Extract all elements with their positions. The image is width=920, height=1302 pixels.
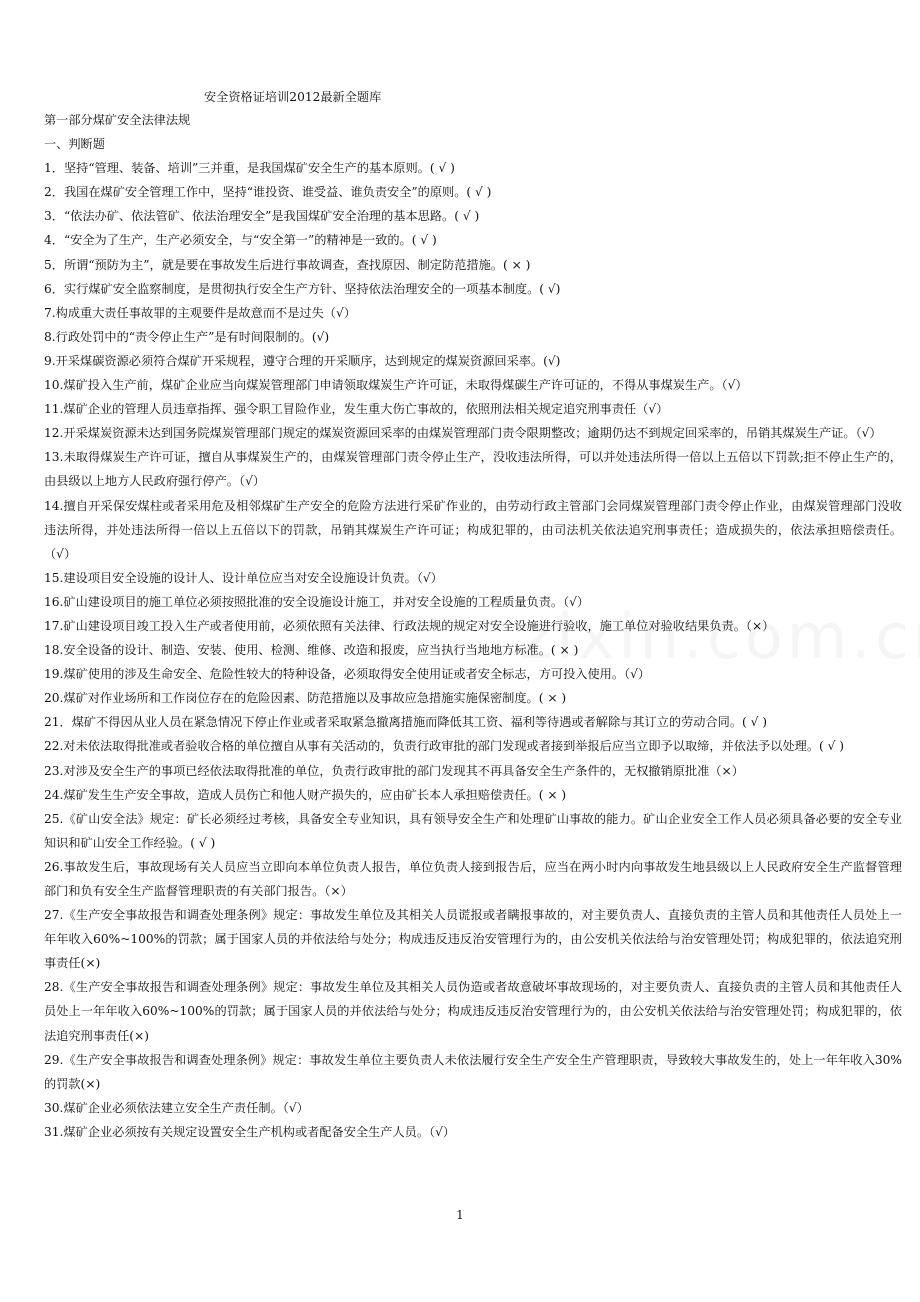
question-list xyxy=(44,156,902,1144)
question-item: 15.建设项目安全设施的设计人、设计单位应当对安全设施设计负责。（√） xyxy=(44,570,443,585)
question-item: 22.对未依法取得批准或者验收合格的单位擅自从事有关活动的，负责行政审批的部门发现或者接到举报后应当立即予以取缔，并依法予以处理。( √ ) xyxy=(44,739,845,754)
question-item: 24.煤矿发生生产安全事故，造成人员伤亡和他人财产损失的，应由矿长本人承担赔偿责任。( × ) xyxy=(44,787,567,802)
question-item: 12.开采煤炭资源未达到国务院煤炭管理部门规定的煤炭资源回采率的由煤炭管理部门责令限期整改；逾期仍达不到规定回采率的，吊销其煤炭生产证。（√） xyxy=(44,426,882,441)
question-item: 21．煤矿不得因从业人员在紧急情况下停止作业或者采取紧急撤离措施而降低其工资、福利等待遇或者解除与其订立的劳动合同。( √ ) xyxy=(44,715,768,730)
question-item: 20.煤矿对作业场所和工作岗位存在的危险因素、防范措施以及事故应急措施实施保密制度。( × ) xyxy=(44,691,567,706)
question-item: 6．实行煤矿安全监察制度，是贯彻执行安全生产方针、坚持依法治理安全的一项基本制度。( √) xyxy=(44,281,561,296)
question-item: 17.矿山建设项目竣工投入生产或者使用前，必须依照有关法律、行政法规的规定对安全设施进行验收，施工单位对验收结果负责。（×） xyxy=(44,618,775,633)
question-item: 14.擅自开采保安煤柱或者采用危及相邻煤矿生产安全的危险方法进行采矿作业的，由劳动行政主管部门会同煤炭管理部门责令停止作业，由煤炭管理部门没收违法所得，并处违法所得一倍以上五倍以下的罚款，吊销其煤炭生产许可证；构成犯罪的，由司法机关依法追究刑事责任；造成损失的，依法承担赔偿责任。（√） xyxy=(44,498,902,561)
question-item: 19.煤矿使用的涉及生命安全、危险性较大的特种设备，必须取得安全使用证或者安全标志，方可投入使用。（√） xyxy=(44,667,651,682)
document-title: 安全资格证培训2012最新全题库 xyxy=(204,90,382,104)
question-item: 16.矿山建设项目的施工单位必须按照批准的安全设施设计施工，并对安全设施的工程质量负责。（√） xyxy=(44,594,590,609)
question-item: 1．坚持“管理、装备、培训”三并重，是我国煤矿安全生产的基本原则。( √ ) xyxy=(44,161,455,176)
page-number: 1 xyxy=(456,1208,464,1222)
part-heading: 第一部分煤矿安全法律法规 xyxy=(44,113,191,127)
question-item: 5．所谓“预防为主”，就是要在事故发生后进行事故调查，查找原因、制定防范措施。( × ) xyxy=(44,257,531,272)
question-item: 29.《生产安全事故报告和调查处理条例》规定：事故发生单位主要负责人未依法履行安全生产安全生产管理职责，导致较大事故发生的，处上一年年收入30%的罚款(×) xyxy=(44,1052,902,1091)
question-item: 26.事故发生后，事故现场有关人员应当立即向本单位负责人报告，单位负责人接到报告后，应当在两小时内向事故发生地县级以上人民政府安全生产监督管理部门和负有安全生产监督管理职责的有关部门报告。（×） xyxy=(44,859,902,898)
question-item: 4．“安全为了生产，生产必须安全，与“安全第一”的精神是一致的。( √ ) xyxy=(44,233,437,248)
question-item: 30.煤矿企业必须依法建立安全生产责任制。（√） xyxy=(44,1100,309,1115)
section-heading: 一、判断题 xyxy=(44,137,105,152)
question-item: 18.安全设备的设计、制造、安装、使用、检测、维修、改造和报废，应当执行当地地方标准。( × ) xyxy=(44,643,579,658)
question-item: 13.未取得煤炭生产许可证，擅自从事煤炭生产的，由煤炭管理部门责令停止生产，没收违法所得，可以并处违法所得一倍以上五倍以下罚款;拒不停止生产的，由县级以上地方人民政府强行停产。（√） xyxy=(44,450,902,489)
question-item: 25.《矿山安全法》规定：矿长必须经过考核，具备安全专业知识，具有领导安全生产和处理矿山事故的能力。矿山企业安全工作人员必须具备必要的安全专业知识和矿山安全工作经验。( √ ) xyxy=(44,811,902,850)
question-item: 27.《生产安全事故报告和调查处理条例》规定：事故发生单位及其相关人员谎报或者瞒报事故的，对主要负责人、直接负责的主管人员和其他责任人员处上一年年收入60%~100%的罚款；属于国家人员的并依法给与处分；构成违反违反治安管理行为的，由公安机关依法给与治安管理处罚；构成犯罪的，依法追究刑事责任(×) xyxy=(44,908,902,971)
question-item: 31.煤矿企业必须按有关规定设置安全生产机构或者配备安全生产人员。（√） xyxy=(44,1124,456,1139)
question-item: 28.《生产安全事故报告和调查处理条例》规定：事故发生单位及其相关人员伪造或者故意破坏事故现场的，对主要负责人、直接负责的主管人员和其他责任人员处上一年年收入60%~100%的罚款；属于国家人员的并依法给与处分；构成违反违反治安管理行为的，由公安机关依法给与治安管理处罚；构成犯罪的，依法追究刑事责任(×) xyxy=(44,980,902,1043)
question-item: 2．我国在煤矿安全管理工作中，坚持“谁投资、谁受益、谁负责安全”的原则。( √ ) xyxy=(44,185,492,200)
document-body xyxy=(44,86,902,1144)
question-item: 9.开采煤碳资源必须符合煤矿开采规程，遵守合理的开采顺序，达到规定的煤炭资源回采率。(√) xyxy=(44,353,561,368)
question-item: 11.煤矿企业的管理人员违章指挥、强令职工冒险作业，发生重大伤亡事故的，依照刑法相关规定追究刑事责任（√） xyxy=(44,402,669,417)
question-item: 23.对涉及安全生产的事项已经依法取得批准的单位，负责行政审批的部门发现其不再具备安全生产条件的，无权撤销原批准（×） xyxy=(44,763,744,778)
question-item: 10.煤矿投入生产前，煤矿企业应当向煤炭管理部门申请领取煤炭生产许可证，未取得煤碳生产许可证的，不得从事煤炭生产。（√） xyxy=(44,378,748,393)
question-item: 7.构成重大责任事故罪的主观要件是故意而不是过失（√） xyxy=(44,305,356,320)
question-item: 8.行政处罚中的“责令停止生产”是有时间限制的。(√) xyxy=(44,329,330,344)
question-item: 3．“依法办矿、依法管矿、依法治理安全”是我国煤矿安全治理的基本思路。( √ ) xyxy=(44,209,480,224)
